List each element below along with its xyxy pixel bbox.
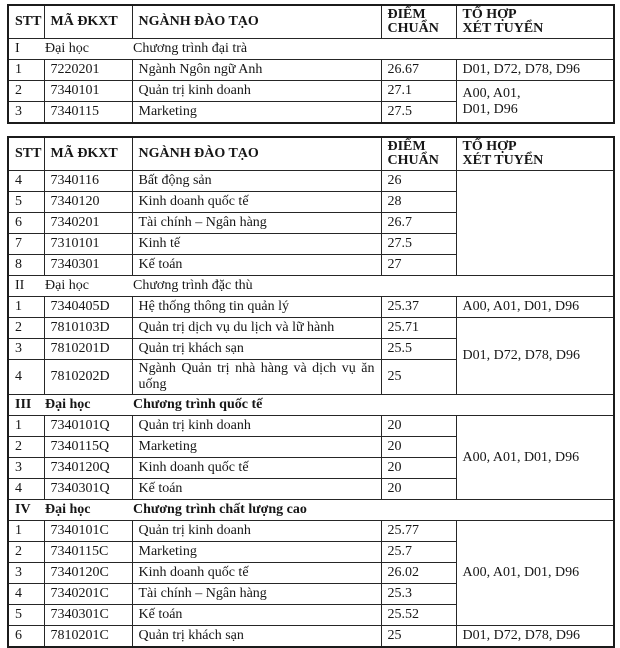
cell-diem-chuan: 26.67	[381, 60, 456, 81]
cell-nganh: Kế toán	[132, 479, 381, 500]
cell-ma-dkxt: 7340116	[44, 171, 132, 192]
cell-stt: 3	[8, 458, 44, 479]
cell-nganh: Kế toán	[132, 255, 381, 276]
cell-nganh: Quản trị kinh doanh	[132, 416, 381, 437]
to-hop-line1: TỔ HỢP	[462, 139, 517, 154]
cell-nganh: Ngành Quản trị nhà hàng và dịch vụ ăn uống	[132, 360, 381, 395]
diem-chuan-line2: CHUẨN	[387, 153, 439, 168]
to-hop-line: D01, D96	[462, 101, 518, 117]
cell-nganh: Kế toán	[132, 605, 381, 626]
table-row	[8, 626, 614, 648]
table-row	[8, 318, 614, 339]
cell-nganh: Kinh doanh quốc tế	[132, 192, 381, 213]
cell-stt: 1	[8, 521, 44, 542]
admission-table-part-2	[7, 136, 615, 648]
section-cell	[8, 276, 614, 297]
table-row	[8, 297, 614, 318]
col-header-diem-chuan	[381, 5, 456, 39]
cell-diem-chuan: 20	[381, 416, 456, 437]
section-level: Đại học	[45, 41, 89, 56]
cell-to-hop: A00, A01, D01, D96	[456, 297, 614, 318]
cell-stt: 6	[8, 626, 44, 648]
cell-diem-chuan: 26.02	[381, 563, 456, 584]
cell-ma-dkxt: 7340115	[44, 102, 132, 124]
cell-nganh: Kinh doanh quốc tế	[132, 458, 381, 479]
cell-ma-dkxt: 7340115C	[44, 542, 132, 563]
cell-diem-chuan: 25	[381, 626, 456, 648]
table-body	[8, 171, 614, 648]
cell-diem-chuan: 25.77	[381, 521, 456, 542]
cell-diem-chuan: 25.5	[381, 339, 456, 360]
section-cell	[8, 395, 614, 416]
section-level: Đại học	[45, 502, 91, 517]
section-numeral: III	[15, 397, 32, 412]
cell-stt: 4	[8, 171, 44, 192]
cell-diem-chuan: 26	[381, 171, 456, 192]
cell-ma-dkxt: 7340101Q	[44, 416, 132, 437]
cell-ma-dkxt: 7340301Q	[44, 479, 132, 500]
section-content	[9, 41, 613, 57]
cell-stt: 4	[8, 360, 44, 395]
cell-nganh: Quản trị kinh doanh	[132, 521, 381, 542]
to-hop-line2: XÉT TUYỂN	[462, 21, 544, 36]
cell-diem-chuan: 25.3	[381, 584, 456, 605]
section-numeral: IV	[15, 502, 31, 517]
table-row	[8, 60, 614, 81]
cell-diem-chuan: 20	[381, 479, 456, 500]
cell-to-hop: A00, A01, D01, D96	[456, 416, 614, 500]
cell-ma-dkxt: 7340120	[44, 192, 132, 213]
cell-stt: 1	[8, 416, 44, 437]
section-level: Đại học	[45, 278, 89, 293]
table-header	[8, 137, 614, 171]
cell-ma-dkxt: 7340120Q	[44, 458, 132, 479]
cell-to-hop	[456, 81, 614, 124]
section-level: Đại học	[45, 397, 91, 412]
cell-ma-dkxt: 7340101	[44, 81, 132, 102]
cell-stt: 3	[8, 563, 44, 584]
cell-stt: 6	[8, 213, 44, 234]
cell-nganh: Quản trị khách sạn	[132, 339, 381, 360]
cell-ma-dkxt: 7810103D	[44, 318, 132, 339]
cell-stt: 2	[8, 542, 44, 563]
to-hop-line: A00, A01,	[462, 85, 521, 101]
cell-diem-chuan: 25.37	[381, 297, 456, 318]
cell-diem-chuan: 27	[381, 255, 456, 276]
cell-diem-chuan: 25	[381, 360, 456, 395]
diem-chuan-line2: CHUẨN	[387, 21, 439, 36]
cell-nganh: Marketing	[132, 102, 381, 124]
cell-nganh: Hệ thống thông tin quản lý	[132, 297, 381, 318]
cell-nganh: Ngành Ngôn ngữ Anh	[132, 60, 381, 81]
cell-stt: 3	[8, 339, 44, 360]
section-program: Chương trình quốc tế	[133, 397, 263, 412]
cell-stt: 7	[8, 234, 44, 255]
cell-diem-chuan: 28	[381, 192, 456, 213]
cell-stt: 1	[8, 60, 44, 81]
to-hop-line2: XÉT TUYỂN	[462, 153, 544, 168]
cell-ma-dkxt: 7340301	[44, 255, 132, 276]
section-content	[9, 502, 613, 518]
cell-diem-chuan: 26.7	[381, 213, 456, 234]
col-header-diem-chuan	[381, 137, 456, 171]
cell-nganh: Kinh tế	[132, 234, 381, 255]
cell-ma-dkxt: 7340101C	[44, 521, 132, 542]
cell-diem-chuan: 25.52	[381, 605, 456, 626]
cell-ma-dkxt: 7220201	[44, 60, 132, 81]
section-content	[9, 278, 613, 294]
cell-stt: 4	[8, 584, 44, 605]
section-row	[8, 276, 614, 297]
col-header-stt: STT	[8, 5, 44, 39]
header-row	[8, 137, 614, 171]
section-program: Chương trình đặc thù	[133, 278, 253, 293]
cell-ma-dkxt: 7310101	[44, 234, 132, 255]
cell-ma-dkxt: 7810202D	[44, 360, 132, 395]
header-row	[8, 5, 614, 39]
table-row	[8, 81, 614, 102]
section-row	[8, 39, 614, 60]
table-header	[8, 5, 614, 39]
cell-stt: 4	[8, 479, 44, 500]
section-cell	[8, 500, 614, 521]
cell-ma-dkxt: 7340201	[44, 213, 132, 234]
cell-to-hop: D01, D72, D78, D96	[456, 626, 614, 648]
cell-to-hop	[456, 171, 614, 276]
cell-ma-dkxt: 7810201C	[44, 626, 132, 648]
cell-ma-dkxt: 7340301C	[44, 605, 132, 626]
cell-stt: 2	[8, 81, 44, 102]
cell-stt: 2	[8, 318, 44, 339]
cell-nganh: Marketing	[132, 542, 381, 563]
to-hop-line1: TỔ HỢP	[462, 7, 517, 22]
cell-nganh: Quản trị dịch vụ du lịch và lữ hành	[132, 318, 381, 339]
cell-to-hop: A00, A01, D01, D96	[456, 521, 614, 626]
cell-diem-chuan: 25.71	[381, 318, 456, 339]
section-program: Chương trình đại trà	[133, 41, 248, 56]
section-numeral: I	[15, 41, 20, 56]
cell-nganh: Tài chính – Ngân hàng	[132, 584, 381, 605]
cell-nganh: Kinh doanh quốc tế	[132, 563, 381, 584]
col-header-ma-dkxt: MÃ ĐKXT	[44, 137, 132, 171]
cell-nganh: Bất động sản	[132, 171, 381, 192]
section-content	[9, 397, 613, 413]
col-header-nganh-dao-tao: NGÀNH ĐÀO TẠO	[132, 5, 381, 39]
cell-stt: 5	[8, 192, 44, 213]
col-header-nganh-dao-tao: NGÀNH ĐÀO TẠO	[132, 137, 381, 171]
cell-ma-dkxt: 7340405D	[44, 297, 132, 318]
section-program: Chương trình chất lượng cao	[133, 502, 307, 517]
table-row	[8, 416, 614, 437]
cell-nganh: Quản trị kinh doanh	[132, 81, 381, 102]
col-header-to-hop-xet-tuyen	[456, 137, 614, 171]
col-header-ma-dkxt: MÃ ĐKXT	[44, 5, 132, 39]
table-row	[8, 521, 614, 542]
cell-stt: 3	[8, 102, 44, 124]
cell-nganh: Tài chính – Ngân hàng	[132, 213, 381, 234]
cell-ma-dkxt: 7810201D	[44, 339, 132, 360]
col-header-stt: STT	[8, 137, 44, 171]
section-row	[8, 500, 614, 521]
table-body	[8, 39, 614, 124]
cell-diem-chuan: 27.5	[381, 102, 456, 124]
cell-to-hop: D01, D72, D78, D96	[456, 60, 614, 81]
cell-to-hop: D01, D72, D78, D96	[456, 318, 614, 395]
cell-diem-chuan: 27.5	[381, 234, 456, 255]
table-row	[8, 171, 614, 192]
cell-ma-dkxt: 7340115Q	[44, 437, 132, 458]
cell-diem-chuan: 25.7	[381, 542, 456, 563]
cell-stt: 5	[8, 605, 44, 626]
cell-nganh: Quản trị khách sạn	[132, 626, 381, 648]
section-row	[8, 395, 614, 416]
cell-stt: 2	[8, 437, 44, 458]
diem-chuan-line1: ĐIỂM	[387, 139, 426, 154]
cell-stt: 1	[8, 297, 44, 318]
cell-stt: 8	[8, 255, 44, 276]
col-header-to-hop-xet-tuyen	[456, 5, 614, 39]
admission-table-part-1	[7, 4, 615, 124]
diem-chuan-line1: ĐIỂM	[387, 7, 426, 22]
section-numeral: II	[15, 278, 25, 293]
cell-diem-chuan: 27.1	[381, 81, 456, 102]
section-cell	[8, 39, 614, 60]
cell-ma-dkxt: 7340201C	[44, 584, 132, 605]
cell-diem-chuan: 20	[381, 458, 456, 479]
cell-diem-chuan: 20	[381, 437, 456, 458]
cell-nganh: Marketing	[132, 437, 381, 458]
cell-ma-dkxt: 7340120C	[44, 563, 132, 584]
